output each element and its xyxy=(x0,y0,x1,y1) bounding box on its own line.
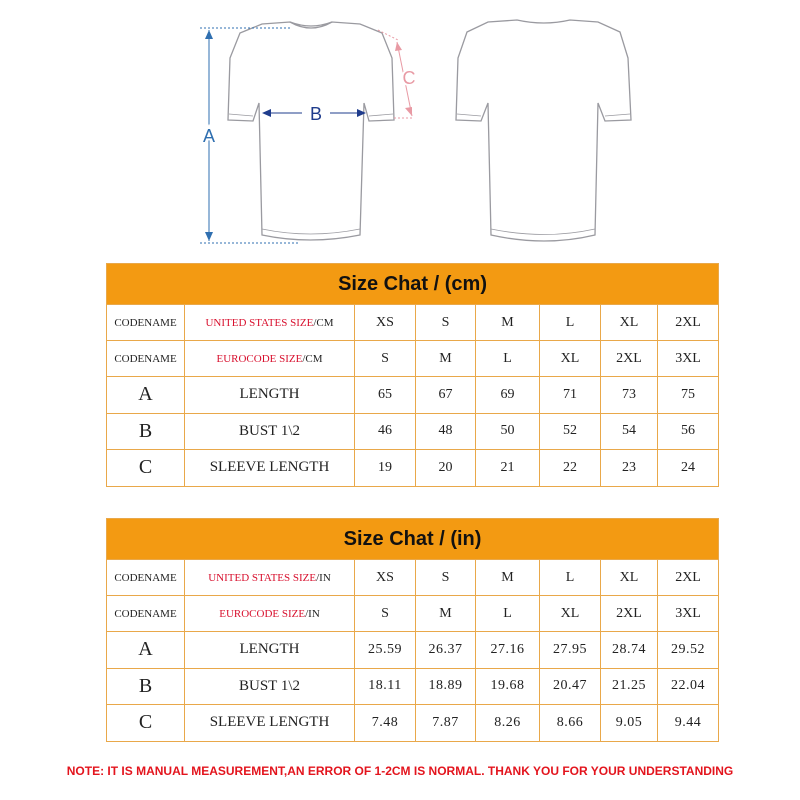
length-letter-a: A xyxy=(202,126,216,146)
measure-value: 7.48 xyxy=(355,705,416,742)
size-system-cell: UNITED STATES SIZE/CM xyxy=(185,305,355,341)
size-cell: 3XL xyxy=(658,341,719,377)
measure-value: 69 xyxy=(476,377,540,414)
size-system-cell: EUROCODE SIZE/CM xyxy=(185,341,355,377)
measure-value: 54 xyxy=(601,413,658,450)
size-cell: L xyxy=(476,596,540,632)
measure-value: 9.05 xyxy=(601,705,658,742)
measure-letter: C xyxy=(107,450,185,487)
bust-letter-b: B xyxy=(309,104,323,124)
measure-value: 25.59 xyxy=(355,632,416,669)
measure-value: 20 xyxy=(416,450,476,487)
us-size-row xyxy=(107,305,719,341)
measure-value: 27.95 xyxy=(540,632,601,669)
sleeve-letter-c: C xyxy=(402,68,416,88)
size-cell: S xyxy=(416,560,476,596)
eu-size-row xyxy=(107,341,719,377)
measure-value: 20.47 xyxy=(540,668,601,705)
measure-value: 27.16 xyxy=(476,632,540,669)
size-cell: M xyxy=(476,305,540,341)
measure-name: LENGTH xyxy=(185,632,355,669)
size-cell: 2XL xyxy=(658,560,719,596)
measure-value: 73 xyxy=(601,377,658,414)
codename-cell: CODENAME xyxy=(107,596,185,632)
size-cell: M xyxy=(416,341,476,377)
size-cell: L xyxy=(540,305,601,341)
measure-value: 7.87 xyxy=(416,705,476,742)
codename-cell: CODENAME xyxy=(107,305,185,341)
size-cell: XS xyxy=(355,305,416,341)
measure-value: 22 xyxy=(540,450,601,487)
measure-value: 67 xyxy=(416,377,476,414)
size-cell: 3XL xyxy=(658,596,719,632)
measure-letter: A xyxy=(107,377,185,414)
us-size-row xyxy=(107,560,719,596)
measure-value: 19.68 xyxy=(476,668,540,705)
table-title: Size Chat / (in) xyxy=(107,519,719,560)
measure-value: 18.89 xyxy=(416,668,476,705)
size-cell: M xyxy=(476,560,540,596)
measure-value: 52 xyxy=(540,413,601,450)
measurement-row-sleeve xyxy=(107,705,719,742)
size-cell: 2XL xyxy=(658,305,719,341)
codename-cell: CODENAME xyxy=(107,341,185,377)
size-cell: 2XL xyxy=(601,341,658,377)
measure-value: 9.44 xyxy=(658,705,719,742)
size-cell: 2XL xyxy=(601,596,658,632)
measure-value: 24 xyxy=(658,450,719,487)
size-cell: XS xyxy=(355,560,416,596)
measure-name: SLEEVE LENGTH xyxy=(185,705,355,742)
measure-value: 71 xyxy=(540,377,601,414)
back-tshirt-outline xyxy=(456,20,631,241)
measure-value: 56 xyxy=(658,413,719,450)
size-cell: M xyxy=(416,596,476,632)
measure-value: 28.74 xyxy=(601,632,658,669)
size-cell: L xyxy=(540,560,601,596)
tshirt-diagram xyxy=(0,0,800,250)
table-title: Size Chat / (cm) xyxy=(107,264,719,305)
size-cell: XL xyxy=(601,560,658,596)
measure-letter: C xyxy=(107,705,185,742)
measure-value: 8.26 xyxy=(476,705,540,742)
measure-value: 50 xyxy=(476,413,540,450)
size-table-cm xyxy=(106,263,719,487)
measure-name: SLEEVE LENGTH xyxy=(185,450,355,487)
measure-value: 65 xyxy=(355,377,416,414)
measure-name: BUST 1\2 xyxy=(185,413,355,450)
measure-value: 48 xyxy=(416,413,476,450)
size-cell: L xyxy=(476,341,540,377)
size-system-cell: UNITED STATES SIZE/IN xyxy=(185,560,355,596)
measure-letter: A xyxy=(107,632,185,669)
measure-value: 75 xyxy=(658,377,719,414)
measure-value: 19 xyxy=(355,450,416,487)
measurement-row-length xyxy=(107,377,719,414)
measurement-row-length xyxy=(107,632,719,669)
size-system-cell: EUROCODE SIZE/IN xyxy=(185,596,355,632)
measure-value: 46 xyxy=(355,413,416,450)
front-tshirt-outline xyxy=(228,22,394,240)
measure-name: LENGTH xyxy=(185,377,355,414)
measure-value: 29.52 xyxy=(658,632,719,669)
eu-size-row xyxy=(107,596,719,632)
size-cell: XL xyxy=(540,341,601,377)
measure-value: 21 xyxy=(476,450,540,487)
size-cell: S xyxy=(416,305,476,341)
measurement-row-sleeve xyxy=(107,450,719,487)
size-cell: S xyxy=(355,596,416,632)
measure-value: 21.25 xyxy=(601,668,658,705)
size-cell: XL xyxy=(601,305,658,341)
measure-value: 23 xyxy=(601,450,658,487)
size-table-in xyxy=(106,518,719,742)
measure-value: 26.37 xyxy=(416,632,476,669)
measurement-note: NOTE: IT IS MANUAL MEASUREMENT,AN ERROR OF 1-2CM IS NORMAL. THANK YOU FOR YOUR UNDERSTANDING xyxy=(66,764,734,778)
measure-value: 18.11 xyxy=(355,668,416,705)
measure-name: BUST 1\2 xyxy=(185,668,355,705)
measure-value: 8.66 xyxy=(540,705,601,742)
measure-letter: B xyxy=(107,413,185,450)
measurement-row-bust xyxy=(107,413,719,450)
size-cell: S xyxy=(355,341,416,377)
measure-letter: B xyxy=(107,668,185,705)
measure-value: 22.04 xyxy=(658,668,719,705)
codename-cell: CODENAME xyxy=(107,560,185,596)
size-cell: XL xyxy=(540,596,601,632)
measurement-row-bust xyxy=(107,668,719,705)
